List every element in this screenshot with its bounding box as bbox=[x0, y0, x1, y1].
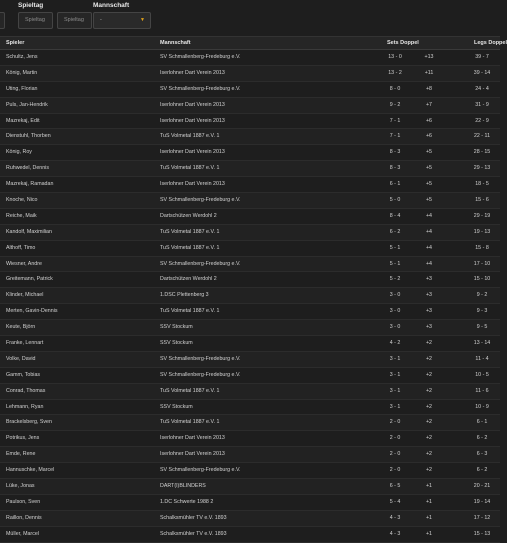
player-name: Reiche, Maik bbox=[6, 212, 37, 219]
team-name: Iserlohner Dart Verein 2013 bbox=[160, 451, 225, 458]
team-name: Dartschützen Werdohl 2 bbox=[160, 276, 217, 283]
player-name: Merten, Gavin-Dennis bbox=[6, 308, 58, 315]
player-name: Raillon, Dennis bbox=[6, 514, 42, 521]
legs-doppel: 15 - 13 bbox=[473, 530, 491, 537]
player-name: Potrikus, Jens bbox=[6, 435, 40, 442]
team-name: SSV Stockum bbox=[160, 324, 193, 331]
spieltag-from-input[interactable]: Spieltag bbox=[18, 12, 53, 29]
sets-doppel: 3 - 1 bbox=[389, 371, 401, 378]
sets-doppel: 6 - 2 bbox=[389, 228, 401, 235]
table-row bbox=[0, 225, 500, 241]
table-row bbox=[0, 161, 500, 177]
team-name: TuS Volmetal 1887 e.V. 1 bbox=[160, 244, 220, 251]
team-name: TuS Volmetal 1887 e.V. 1 bbox=[160, 228, 220, 235]
table-row bbox=[0, 66, 500, 82]
sets-doppel: 5 - 4 bbox=[389, 498, 401, 505]
team-name: 1.DSC Plettenberg 3 bbox=[160, 292, 209, 299]
sets-doppel: 3 - 1 bbox=[389, 387, 401, 394]
player-name: Franke, Lennart bbox=[6, 340, 44, 347]
player-name: Knoche, Nico bbox=[6, 197, 38, 204]
table-row bbox=[0, 304, 500, 320]
player-name: Müller, Marcel bbox=[6, 530, 39, 537]
sets-diff: +5 bbox=[425, 181, 433, 188]
sets-doppel: 8 - 0 bbox=[389, 85, 401, 92]
sets-diff: +2 bbox=[425, 419, 433, 426]
legs-doppel: 6 - 2 bbox=[476, 435, 488, 442]
mannschaft-label: Mannschaft bbox=[93, 2, 130, 9]
player-name: König, Martin bbox=[6, 69, 38, 76]
legs-doppel: 19 - 13 bbox=[473, 228, 491, 235]
table-header bbox=[0, 36, 507, 50]
legs-doppel: 22 - 9 bbox=[475, 117, 489, 124]
table-row bbox=[0, 527, 500, 543]
player-name: Emde, Rene bbox=[6, 451, 36, 458]
spieltag-to-input[interactable]: Spieltag bbox=[57, 12, 92, 29]
legs-doppel: 24 - 4 bbox=[475, 85, 489, 92]
sets-diff: +3 bbox=[425, 276, 433, 283]
player-name: Wiesner, Andre bbox=[6, 260, 42, 267]
team-name: SV Schmallenberg-Fredeburg e.V. bbox=[160, 85, 241, 92]
table-row bbox=[0, 98, 500, 114]
player-name: Paulson, Sven bbox=[6, 498, 41, 505]
sets-doppel: 3 - 1 bbox=[389, 403, 401, 410]
table-row bbox=[0, 145, 500, 161]
team-name: TuS Volmetal 1887 e.V. 1 bbox=[160, 387, 220, 394]
legs-doppel: 39 - 14 bbox=[473, 69, 491, 76]
table-row bbox=[0, 114, 500, 130]
sets-diff: +3 bbox=[425, 324, 433, 331]
team-name: SV Schmallenberg-Fredeburg e.V. bbox=[160, 260, 241, 267]
player-name: Puls, Jan-Hendrik bbox=[6, 101, 48, 108]
legs-doppel: 17 - 12 bbox=[473, 514, 491, 521]
table-row bbox=[0, 257, 500, 273]
player-name: Schultz, Jens bbox=[6, 54, 38, 60]
sets-diff: +2 bbox=[425, 435, 433, 442]
sets-doppel: 3 - 0 bbox=[389, 308, 401, 315]
sets-diff: +4 bbox=[425, 244, 433, 251]
team-name: SV Schmallenberg-Fredeburg e.V. bbox=[160, 197, 241, 204]
chevron-down-icon: ▼ bbox=[140, 17, 145, 23]
sets-doppel: 2 - 0 bbox=[389, 419, 401, 426]
player-name: Ruhwedel, Dennis bbox=[6, 165, 49, 172]
team-name: Dartschützen Werdohl 2 bbox=[160, 212, 217, 219]
sets-doppel: 7 - 1 bbox=[389, 117, 401, 124]
sets-diff: +11 bbox=[424, 69, 434, 76]
team-name: Schalksmühler TV e.V. 1893 bbox=[160, 530, 227, 537]
team-name: Iserlohner Dart Verein 2013 bbox=[160, 181, 225, 188]
table-row bbox=[0, 384, 500, 400]
legs-doppel: 10 - 5 bbox=[475, 371, 489, 378]
sets-doppel: 5 - 2 bbox=[389, 276, 401, 283]
table-row bbox=[0, 431, 500, 447]
team-name: SV Schmallenberg-Fredeburg e.V. bbox=[160, 54, 241, 60]
team-name: TuS Volmetal 1887 e.V. 1 bbox=[160, 419, 220, 426]
sets-doppel: 3 - 0 bbox=[389, 324, 401, 331]
sets-diff: +4 bbox=[425, 212, 433, 219]
sets-doppel: 3 - 1 bbox=[389, 355, 401, 362]
team-name: Iserlohner Dart Verein 2013 bbox=[160, 435, 225, 442]
team-name: TuS Volmetal 1887 e.V. 1 bbox=[160, 308, 220, 315]
team-name: 1.DC Schwerte 1988 2 bbox=[160, 498, 214, 505]
player-name: König, Roy bbox=[6, 149, 32, 156]
legs-doppel: 6 - 1 bbox=[476, 419, 488, 426]
team-name: Iserlohner Dart Verein 2013 bbox=[160, 69, 225, 76]
sets-diff: +2 bbox=[425, 467, 433, 474]
sets-diff: +8 bbox=[425, 85, 433, 92]
table-row bbox=[0, 495, 500, 511]
legs-doppel: 6 - 2 bbox=[476, 467, 488, 474]
legs-doppel: 11 - 4 bbox=[475, 355, 489, 362]
table-row bbox=[0, 463, 500, 479]
team-name: SSV Stockum bbox=[160, 340, 193, 347]
sets-diff: +2 bbox=[425, 403, 433, 410]
table-row bbox=[0, 50, 500, 66]
player-name: Kandolf, Maximilian bbox=[6, 228, 52, 235]
legs-doppel: 31 - 9 bbox=[475, 101, 489, 108]
sets-diff: +6 bbox=[425, 117, 433, 124]
team-name: Iserlohner Dart Verein 2013 bbox=[160, 149, 225, 156]
sets-doppel: 6 - 1 bbox=[389, 181, 401, 188]
sets-diff: +2 bbox=[425, 451, 433, 458]
sets-diff: +3 bbox=[425, 292, 433, 299]
sets-diff: +4 bbox=[425, 228, 433, 235]
sets-diff: +1 bbox=[425, 530, 433, 537]
sets-doppel: 8 - 4 bbox=[389, 212, 401, 219]
team-name: Iserlohner Dart Verein 2013 bbox=[160, 117, 225, 124]
table-row bbox=[0, 447, 500, 463]
sets-diff: +5 bbox=[425, 149, 433, 156]
player-name: Dienstuhl, Thorben bbox=[6, 133, 51, 140]
player-name: Klinder, Michael bbox=[6, 292, 44, 299]
player-name: Uting, Florian bbox=[6, 85, 38, 92]
legs-doppel: 15 - 10 bbox=[473, 276, 491, 283]
team-name: Schalksmühler TV e.V. 1893 bbox=[160, 514, 227, 521]
player-name: Althoff, Timo bbox=[6, 244, 36, 251]
legs-doppel: 22 - 11 bbox=[473, 133, 491, 140]
legs-doppel: 9 - 5 bbox=[476, 324, 488, 331]
legs-doppel: 29 - 19 bbox=[473, 212, 491, 219]
team-name: SV Schmallenberg-Fredeburg e.V. bbox=[160, 467, 241, 474]
player-name: Hannuschke, Marcel bbox=[6, 467, 55, 474]
legs-doppel: 15 - 8 bbox=[475, 244, 489, 251]
sets-doppel: 13 - 2 bbox=[388, 69, 402, 76]
legs-doppel: 28 - 15 bbox=[473, 149, 491, 156]
table-row bbox=[0, 209, 500, 225]
header-legs-doppel[interactable]: Legs Doppel bbox=[474, 40, 507, 46]
sets-diff: +2 bbox=[425, 355, 433, 362]
sets-diff: +1 bbox=[425, 514, 433, 521]
sets-doppel: 8 - 3 bbox=[389, 149, 401, 156]
legs-doppel: 17 - 10 bbox=[473, 260, 491, 267]
player-name: Keute, Björn bbox=[6, 324, 36, 331]
header-sets-doppel[interactable]: Sets Doppel bbox=[387, 40, 419, 46]
sets-diff: +7 bbox=[425, 101, 433, 108]
table-row bbox=[0, 352, 500, 368]
sets-diff: +13 bbox=[424, 54, 434, 60]
legs-doppel: 29 - 13 bbox=[473, 165, 491, 172]
sets-doppel: 4 - 3 bbox=[389, 530, 401, 537]
legs-doppel: 9 - 2 bbox=[476, 292, 488, 299]
sets-diff: +6 bbox=[425, 133, 433, 140]
sets-diff: +2 bbox=[425, 371, 433, 378]
table-row bbox=[0, 272, 500, 288]
sets-doppel: 2 - 0 bbox=[389, 451, 401, 458]
sets-diff: +5 bbox=[425, 165, 433, 172]
header-spieler[interactable]: Spieler bbox=[6, 40, 25, 46]
team-name: SV Schmallenberg-Fredeburg e.V. bbox=[160, 371, 241, 378]
legs-doppel: 15 - 6 bbox=[475, 197, 489, 204]
sets-doppel: 4 - 3 bbox=[389, 514, 401, 521]
sets-doppel: 13 - 0 bbox=[388, 54, 402, 60]
sets-doppel: 7 - 1 bbox=[389, 133, 401, 140]
table-row bbox=[0, 320, 500, 336]
table-row bbox=[0, 511, 500, 527]
player-name: Mazrekaj, Edit bbox=[6, 117, 40, 124]
sets-doppel: 2 - 0 bbox=[389, 435, 401, 442]
sets-doppel: 6 - 5 bbox=[389, 483, 401, 490]
spieltag-label: Spieltag bbox=[18, 2, 44, 9]
legs-doppel: 6 - 3 bbox=[476, 451, 488, 458]
team-name: TuS Volmetal 1887 e.V. 1 bbox=[160, 133, 220, 140]
mannschaft-selected-value: - bbox=[100, 17, 102, 23]
legs-doppel: 18 - 5 bbox=[475, 181, 489, 188]
spieltag-prev-field-partial[interactable] bbox=[0, 12, 5, 29]
table-row bbox=[0, 368, 500, 384]
team-name: TuS Volmetal 1887 e.V. 1 bbox=[160, 165, 220, 172]
sets-doppel: 2 - 0 bbox=[389, 467, 401, 474]
table-row bbox=[0, 400, 500, 416]
table-row bbox=[0, 193, 500, 209]
table-row bbox=[0, 479, 500, 495]
table-row bbox=[0, 129, 500, 145]
sets-doppel: 4 - 2 bbox=[389, 340, 401, 347]
sets-doppel: 3 - 0 bbox=[389, 292, 401, 299]
sets-doppel: 9 - 2 bbox=[389, 101, 401, 108]
player-name: Volke, David bbox=[6, 355, 36, 362]
legs-doppel: 11 - 6 bbox=[475, 387, 489, 394]
legs-doppel: 13 - 14 bbox=[473, 340, 491, 347]
table-row bbox=[0, 177, 500, 193]
player-name: Conrad, Thomas bbox=[6, 387, 46, 394]
player-name: Gamm, Tobias bbox=[6, 371, 41, 378]
sets-diff: +1 bbox=[425, 498, 433, 505]
player-name: Lehmann, Ryan bbox=[6, 403, 44, 410]
legs-doppel: 19 - 14 bbox=[473, 498, 491, 505]
legs-doppel: 20 - 21 bbox=[473, 483, 491, 490]
sets-doppel: 8 - 3 bbox=[389, 165, 401, 172]
player-name: Greitemann, Patrick bbox=[6, 276, 53, 283]
team-name: SSV Stockum bbox=[160, 403, 193, 410]
sets-doppel: 5 - 0 bbox=[389, 197, 401, 204]
sets-doppel: 5 - 1 bbox=[389, 244, 401, 251]
legs-doppel: 10 - 9 bbox=[475, 403, 489, 410]
table-row bbox=[0, 415, 500, 431]
team-name: Iserlohner Dart Verein 2013 bbox=[160, 101, 225, 108]
table-row bbox=[0, 336, 500, 352]
sets-diff: +2 bbox=[425, 340, 433, 347]
player-table-body bbox=[0, 50, 500, 543]
sets-diff: +2 bbox=[425, 387, 433, 394]
legs-doppel: 9 - 3 bbox=[476, 308, 488, 315]
sets-diff: +5 bbox=[425, 197, 433, 204]
sets-doppel: 5 - 1 bbox=[389, 260, 401, 267]
sets-diff: +1 bbox=[425, 483, 433, 490]
filter-bar bbox=[0, 0, 500, 36]
sets-diff: +3 bbox=[425, 308, 433, 315]
table-row bbox=[0, 241, 500, 257]
header-mannschaft[interactable]: Mannschaft bbox=[160, 40, 191, 46]
mannschaft-select[interactable] bbox=[93, 12, 151, 29]
legs-doppel: 39 - 7 bbox=[475, 54, 489, 60]
player-name: Mazrekaj, Ramadan bbox=[6, 181, 54, 188]
sets-diff: +4 bbox=[425, 260, 433, 267]
team-name: SV Schmallenberg-Fredeburg e.V. bbox=[160, 355, 241, 362]
table-row bbox=[0, 82, 500, 98]
player-name: Lüke, Jonas bbox=[6, 483, 35, 490]
player-name: Brackelsberg, Sven bbox=[6, 419, 52, 426]
team-name: DART(I)BLINDERS bbox=[160, 483, 206, 490]
table-row bbox=[0, 288, 500, 304]
